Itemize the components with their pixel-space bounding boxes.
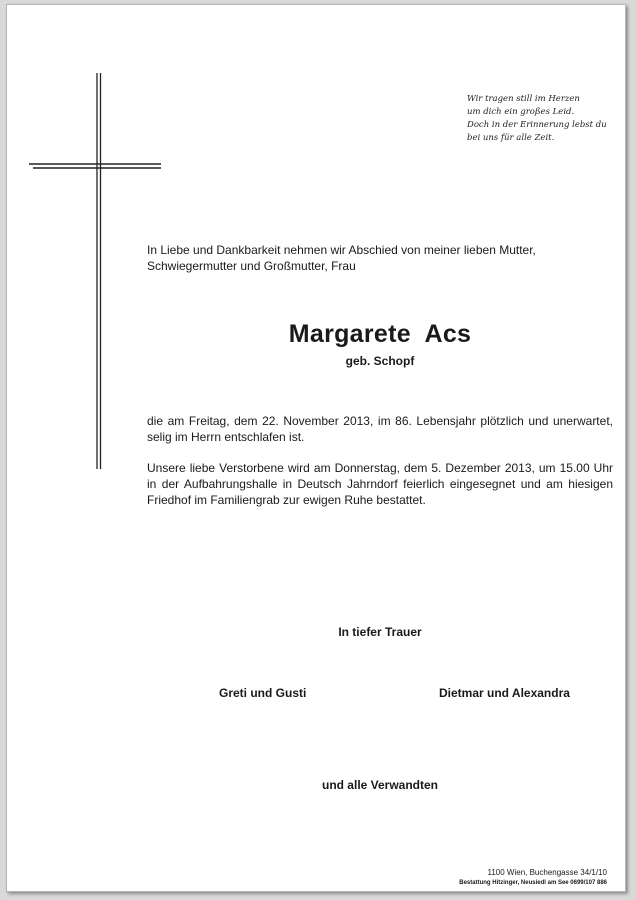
intro-line: In Liebe und Dankbarkeit nehmen wir Abschied von meiner lieben Mutter, xyxy=(147,243,536,257)
maiden-name: geb. Schopf xyxy=(345,354,415,368)
obituary-sheet xyxy=(6,4,626,892)
undertaker-line: Bestattung Hitzinger, Neusiedl am See 0699/107 886 xyxy=(459,880,607,886)
poem-line: Wir tragen still im Herzen xyxy=(467,94,580,104)
funeral-notice: Unsere liebe Verstorbene wird am Donnerstag, dem 5. Dezember 2013, um 15.00 Uhr in der Aufbahrungshalle in Deutsch Jahrndorf feierlich eingesegnet und am hiesigen Friedhof im Familiengrab zur ewigen Ruhe bestattet. xyxy=(147,461,613,507)
family-address: 1100 Wien, Buchengasse 34/1/10 xyxy=(487,868,607,877)
poem-line: um dich ein großes Leid. xyxy=(467,107,575,117)
mourner-name: Greti und Gusti xyxy=(219,686,307,700)
mourner-name: Dietmar und Alexandra xyxy=(439,686,570,700)
poem-line: bei uns für alle Zeit. xyxy=(467,133,555,143)
poem-line: Doch in der Erinnerung lebst du xyxy=(467,120,607,130)
memorial-poem xyxy=(467,93,627,145)
mourning-heading: In tiefer Trauer xyxy=(338,625,422,639)
death-notice: die am Freitag, dem 22. November 2013, im 86. Lebensjahr plötzlich und unerwartet, selig im Herrn entschlafen ist. xyxy=(147,414,613,444)
relatives-line: und alle Verwandten xyxy=(321,778,439,792)
intro-paragraph xyxy=(147,242,613,274)
deceased-name: Margarete Acs xyxy=(288,320,472,348)
intro-line: Schwiegermutter und Großmutter, Frau xyxy=(147,259,356,273)
